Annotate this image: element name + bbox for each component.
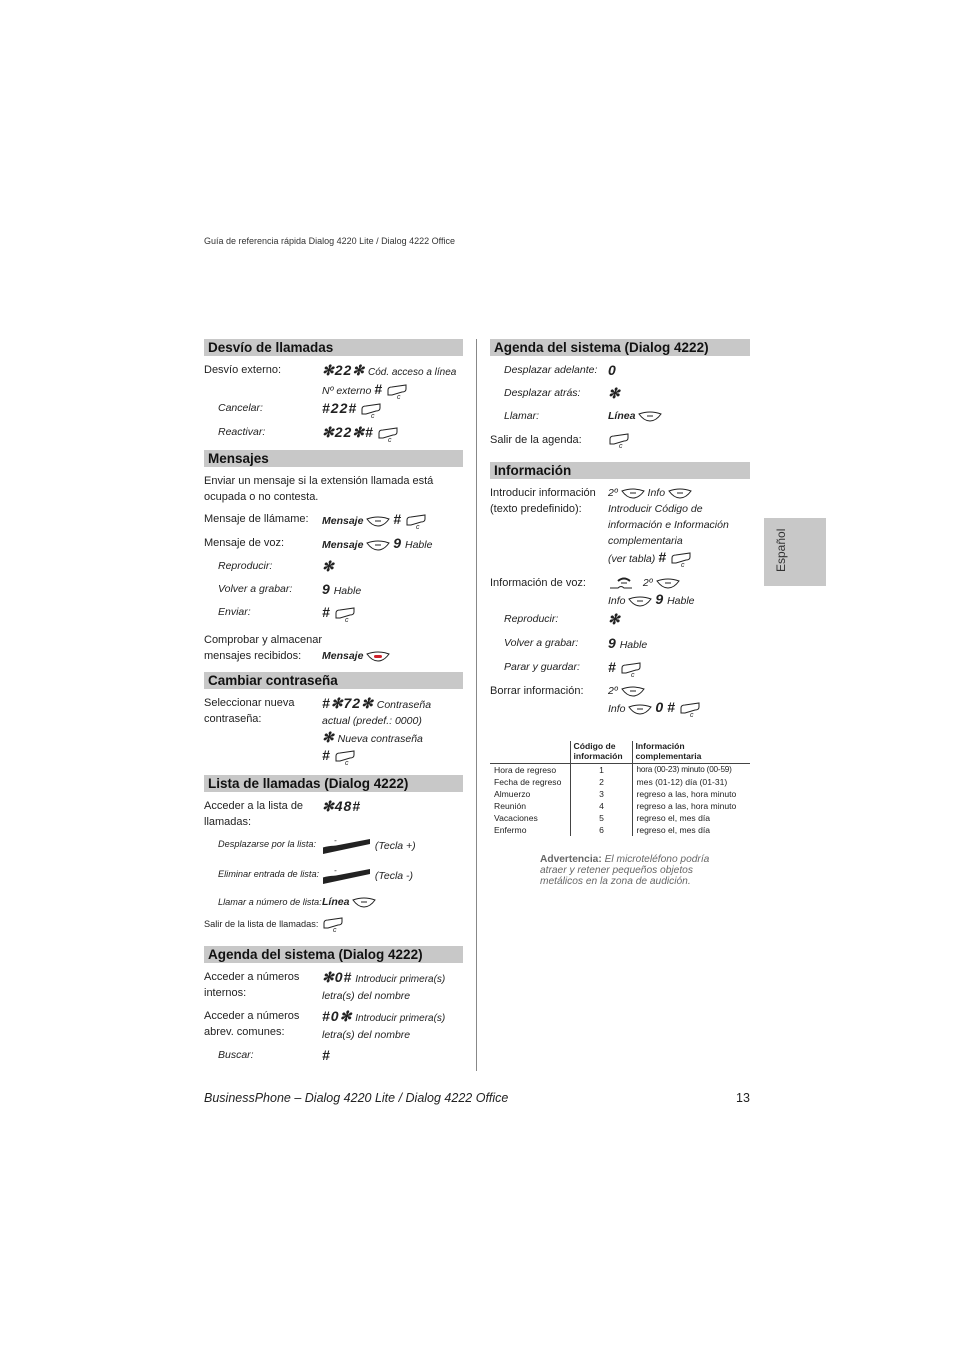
second-key-icon bbox=[656, 578, 680, 589]
keys-volver-info bbox=[608, 635, 750, 653]
row-acceder-lista bbox=[204, 798, 463, 836]
table-cell: Enfermo bbox=[494, 825, 527, 835]
svg-text:c: c bbox=[619, 442, 623, 448]
mensajes-intro: Enviar un mensaje si la extensión llamada está ocupada o no contesta. bbox=[204, 475, 434, 503]
clear-key-icon bbox=[608, 433, 630, 448]
svg-text:c: c bbox=[630, 671, 635, 677]
tecla-mas-text: (Tecla +) bbox=[374, 839, 416, 852]
key-note: Nº externo bbox=[322, 385, 372, 397]
table-cell: regreso el, mes día bbox=[632, 824, 750, 836]
keys-reproducir bbox=[322, 558, 463, 576]
keys-adelante bbox=[608, 362, 750, 380]
warning-note bbox=[540, 854, 730, 887]
section-title-lista: Lista de llamadas (Dialog 4222) bbox=[204, 775, 463, 792]
linea-key-label: Línea bbox=[322, 896, 350, 908]
info-key-label: Info bbox=[647, 487, 666, 499]
table-row bbox=[490, 788, 750, 800]
mensaje-key-icon bbox=[366, 516, 390, 527]
info-key-icon bbox=[628, 596, 652, 607]
clear-key-icon bbox=[386, 384, 408, 399]
label-eliminar: Eliminar entrada de lista: bbox=[218, 869, 320, 879]
language-side-tab bbox=[764, 518, 826, 586]
label-mensaje-llamame: Mensaje de llámame: bbox=[204, 513, 309, 525]
table-cell: 3 bbox=[570, 788, 632, 800]
star-key: ✻ bbox=[322, 729, 335, 745]
section-title-informacion: Información bbox=[490, 462, 750, 479]
hash-key: # bbox=[393, 511, 403, 527]
table-row bbox=[490, 800, 750, 812]
label-reactivar: Reactivar: bbox=[218, 426, 266, 438]
table-cell: 6 bbox=[570, 824, 632, 836]
star-key: ✻ bbox=[322, 558, 335, 574]
label-enviar: Enviar: bbox=[218, 606, 251, 618]
hash-key: # bbox=[322, 747, 331, 763]
table-row bbox=[490, 764, 750, 777]
star-key: ✻ bbox=[608, 611, 621, 627]
table-cell: regreso a las, hora minuto bbox=[632, 800, 750, 812]
volume-key-icon bbox=[322, 836, 372, 856]
keys-parar bbox=[608, 659, 750, 677]
star-key: ✻ bbox=[608, 385, 621, 401]
keys-reproducir-info bbox=[608, 611, 750, 629]
clear-key-icon bbox=[377, 427, 399, 442]
keys-salir-agenda bbox=[608, 432, 750, 448]
mensaje-key-label: Mensaje bbox=[322, 539, 364, 551]
section-title-agenda-right: Agenda del sistema (Dialog 4222) bbox=[490, 339, 750, 356]
row-comprobar bbox=[204, 632, 463, 672]
table-row bbox=[490, 812, 750, 824]
key-note: letra(s) del nombre bbox=[322, 1029, 411, 1041]
svg-text:c: c bbox=[344, 616, 349, 622]
row-mensaje-voz bbox=[204, 535, 463, 558]
label-introducir-info: Introducir información (texto predefinido): bbox=[490, 487, 596, 515]
keys-eliminar bbox=[322, 866, 463, 886]
row-info-voz bbox=[490, 575, 750, 611]
label-acceder-lista: Acceder a la lista de llamadas: bbox=[204, 800, 304, 828]
warning-text: El microteléfono podría atraer y retener pequeños objetos metálicos en la zona de audición. bbox=[540, 854, 710, 887]
svg-text:c: c bbox=[689, 711, 694, 717]
svg-text:c: c bbox=[344, 759, 349, 765]
line-key-icon bbox=[638, 411, 662, 422]
keys-salir-lista bbox=[322, 916, 463, 932]
mensaje-key-label: Mensaje bbox=[322, 515, 364, 527]
row-contrasena bbox=[204, 695, 463, 771]
keys-atras bbox=[608, 385, 750, 403]
second-key-label: 2º bbox=[608, 685, 618, 697]
key-note: letra(s) del nombre bbox=[322, 990, 411, 1002]
info-key-label: Info bbox=[608, 703, 626, 715]
label-volver-info: Volver a grabar: bbox=[504, 637, 579, 649]
info-key-label: Info bbox=[608, 595, 626, 607]
keys-volver-grabar bbox=[322, 581, 463, 599]
clear-key-icon bbox=[620, 662, 642, 677]
keys-introducir-info bbox=[608, 485, 750, 567]
section-title-desvio: Desvío de llamadas bbox=[204, 339, 463, 356]
keys-enviar bbox=[322, 604, 463, 622]
table-header-row bbox=[490, 741, 750, 764]
row-llamar bbox=[490, 408, 750, 432]
row-buscar bbox=[204, 1047, 463, 1067]
hash-key: # bbox=[658, 549, 667, 565]
row-salir-lista bbox=[204, 916, 463, 946]
language-tab-label: Español bbox=[774, 528, 788, 572]
keys-acceder-lista bbox=[322, 798, 463, 816]
svg-text:c: c bbox=[416, 523, 420, 529]
row-adelante bbox=[490, 362, 750, 385]
keys-mensaje-llamame bbox=[322, 511, 463, 529]
label-mensaje-voz: Mensaje de voz: bbox=[204, 537, 285, 549]
svg-text:c: c bbox=[371, 412, 375, 418]
row-enviar bbox=[204, 604, 463, 632]
row-volver-info bbox=[490, 635, 750, 659]
row-internos bbox=[204, 969, 463, 1008]
table-cell: Vacaciones bbox=[494, 813, 538, 823]
hable-text: Hable bbox=[619, 639, 648, 651]
keys-contrasena bbox=[322, 695, 463, 765]
key-note: Cód. acceso a línea bbox=[367, 367, 457, 378]
hable-text: Hable bbox=[667, 595, 695, 607]
table-cell: Almuerzo bbox=[494, 789, 531, 799]
key-sequence: ✻22✻# bbox=[322, 424, 374, 440]
key-note: Introducir primera(s) bbox=[355, 974, 446, 985]
clear-key-icon bbox=[405, 514, 427, 529]
section-title-agenda-left: Agenda del sistema (Dialog 4222) bbox=[204, 946, 463, 963]
table-header: Información complementaria bbox=[632, 741, 750, 764]
clear-key-icon bbox=[334, 607, 356, 622]
key-note: Nueva contraseña bbox=[337, 733, 423, 745]
digit-key: 9 bbox=[322, 581, 331, 597]
key-sequence: #✻72✻ bbox=[322, 695, 374, 711]
left-column bbox=[204, 339, 463, 1067]
label-desplazarse: Desplazarse por la lista: bbox=[218, 839, 317, 849]
keys-reactivar bbox=[322, 424, 463, 442]
row-cancelar bbox=[204, 400, 463, 424]
keys-buscar bbox=[322, 1047, 463, 1065]
key-sequence: ✻0# bbox=[322, 969, 353, 985]
hash-key: # bbox=[667, 699, 676, 715]
keys-desvio-externo bbox=[322, 362, 463, 399]
key-sequence: ✻48# bbox=[322, 798, 362, 814]
column-divider bbox=[476, 339, 477, 1071]
row-reproducir bbox=[204, 558, 463, 581]
digit-key: 9 bbox=[393, 535, 403, 551]
row-introducir-info bbox=[490, 485, 750, 575]
label-desvio-externo: Desvío externo: bbox=[204, 364, 282, 376]
info-codes-table bbox=[490, 741, 750, 836]
ver-tabla-text: (ver tabla) bbox=[608, 553, 656, 565]
table-cell: 2 bbox=[570, 776, 632, 788]
label-llamar: Llamar: bbox=[504, 410, 540, 422]
table-cell: hora (00-23) minuto (00-59) bbox=[632, 764, 750, 777]
intro-text: Introducir Código de información e Información complementaria bbox=[608, 503, 729, 547]
svg-text:c: c bbox=[387, 436, 392, 442]
hash-key: # bbox=[374, 381, 384, 397]
clear-key-icon bbox=[360, 403, 382, 418]
table-cell: Hora de regreso bbox=[494, 765, 557, 775]
mensaje-led-key-icon bbox=[366, 651, 390, 662]
row-atras bbox=[490, 385, 750, 408]
label-abrev: Acceder a números abrev. comunes: bbox=[204, 1010, 300, 1038]
row-llamar-lista bbox=[204, 894, 463, 916]
label-info-voz: Información de voz: bbox=[490, 577, 586, 589]
table-cell: 1 bbox=[570, 764, 632, 777]
second-key-icon bbox=[621, 686, 645, 697]
label-llamar-lista: Llamar a número de lista: bbox=[218, 897, 322, 907]
row-reproducir-info bbox=[490, 611, 750, 635]
keys-comprobar bbox=[322, 632, 463, 664]
keys-internos bbox=[322, 969, 463, 1004]
keys-llamar-lista bbox=[322, 894, 463, 910]
svg-text:c: c bbox=[397, 393, 401, 399]
row-volver-grabar bbox=[204, 581, 463, 604]
label-reproducir: Reproducir: bbox=[218, 560, 273, 572]
info-key-icon bbox=[628, 704, 652, 715]
key-note: Introducir primera(s) bbox=[355, 1013, 446, 1024]
clear-key-icon bbox=[322, 917, 344, 932]
keys-borrar bbox=[608, 683, 750, 717]
table-row bbox=[490, 776, 750, 788]
row-abrev bbox=[204, 1008, 463, 1047]
line-key-icon bbox=[352, 897, 376, 908]
label-contrasena: Seleccionar nueva contraseña: bbox=[204, 697, 295, 725]
digit-key: 9 bbox=[608, 635, 617, 651]
hable-text: Hable bbox=[405, 539, 433, 551]
page-number: 13 bbox=[736, 1091, 750, 1105]
running-head: Guía de referencia rápida Dialog 4220 Lite / Dialog 4222 Office bbox=[204, 236, 455, 246]
clear-key-icon bbox=[334, 750, 356, 765]
warning-title: Advertencia: bbox=[540, 854, 602, 865]
label-cancelar: Cancelar: bbox=[218, 402, 263, 414]
label-buscar: Buscar: bbox=[218, 1049, 254, 1061]
key-sequence: ✻22✻ bbox=[322, 362, 366, 378]
clear-key-icon bbox=[670, 552, 692, 567]
table-cell: mes (01-12) día (01-31) bbox=[632, 776, 750, 788]
row-parar bbox=[490, 659, 750, 683]
keys-abrev bbox=[322, 1008, 463, 1043]
table-cell: regreso el, mes día bbox=[632, 812, 750, 824]
label-borrar: Borrar información: bbox=[490, 685, 584, 697]
keys-info-voz bbox=[608, 575, 750, 609]
row-eliminar bbox=[204, 866, 463, 894]
volume-key-icon bbox=[322, 866, 372, 886]
label-volver-grabar: Volver a grabar: bbox=[218, 583, 293, 595]
table-cell: Reunión bbox=[494, 801, 527, 811]
svg-text:c: c bbox=[680, 561, 685, 567]
row-desplazarse bbox=[204, 836, 463, 866]
table-row bbox=[490, 824, 750, 836]
key-note: actual (predef.: 0000) bbox=[322, 715, 422, 727]
linea-key-label: Línea bbox=[608, 410, 636, 422]
table-cell: 5 bbox=[570, 812, 632, 824]
hable-text: Hable bbox=[333, 585, 362, 597]
second-key-label: 2º bbox=[608, 487, 618, 499]
label-parar: Parar y guardar: bbox=[504, 661, 580, 673]
svg-text:-: - bbox=[334, 866, 337, 875]
table-cell: 4 bbox=[570, 800, 632, 812]
tecla-menos-text: (Tecla -) bbox=[374, 869, 414, 882]
table-cell: regreso a las, hora minuto bbox=[632, 788, 750, 800]
keys-cancelar bbox=[322, 400, 463, 418]
label-reproducir-info: Reproducir: bbox=[504, 613, 559, 625]
mensaje-key-label: Mensaje bbox=[322, 650, 364, 662]
right-column bbox=[490, 339, 750, 887]
key-sequence: #0✻ bbox=[322, 1008, 353, 1024]
digit-key: 9 bbox=[655, 591, 665, 607]
row-reactivar bbox=[204, 424, 463, 450]
label-adelante: Desplazar adelante: bbox=[504, 364, 598, 376]
table-header: Código de información bbox=[570, 741, 632, 764]
hash-key: # bbox=[608, 659, 617, 675]
mensaje-key-icon bbox=[366, 540, 390, 551]
key-note: Contraseña bbox=[376, 699, 432, 711]
section-title-contrasena: Cambiar contraseña bbox=[204, 672, 463, 689]
table-cell: Fecha de regreso bbox=[494, 777, 562, 787]
hash-key: # bbox=[322, 1047, 331, 1063]
digit-key: 0 bbox=[608, 362, 617, 378]
row-mensaje-llamame bbox=[204, 511, 463, 535]
second-key-label: 2º bbox=[642, 577, 653, 589]
digit-key: 0 bbox=[655, 699, 665, 715]
label-internos: Acceder a números internos: bbox=[204, 971, 300, 999]
clear-key-icon bbox=[679, 702, 701, 717]
label-comprobar: Comprobar y almacenar mensajes recibidos: bbox=[204, 634, 322, 662]
row-salir-agenda bbox=[490, 432, 750, 462]
row-desvio-externo bbox=[204, 362, 463, 400]
label-atras: Desplazar atrás: bbox=[504, 387, 581, 399]
handset-off-hook-icon bbox=[608, 576, 640, 590]
label-salir-agenda: Salir de la agenda: bbox=[490, 434, 582, 446]
row-borrar bbox=[490, 683, 750, 717]
svg-text:c: c bbox=[333, 926, 337, 932]
info-key-icon bbox=[668, 488, 692, 499]
table-header bbox=[490, 741, 570, 764]
label-salir-lista: Salir de la lista de llamadas: bbox=[204, 919, 319, 929]
keys-mensaje-voz bbox=[322, 535, 463, 553]
keys-desplazarse bbox=[322, 836, 463, 856]
key-sequence: #22# bbox=[322, 400, 358, 416]
keys-llamar bbox=[608, 408, 750, 424]
svg-text:-: - bbox=[334, 836, 337, 845]
section-title-mensajes: Mensajes bbox=[204, 450, 463, 467]
footer-title: BusinessPhone – Dialog 4220 Lite / Dialog 4222 Office bbox=[204, 1091, 509, 1105]
second-key-icon bbox=[621, 488, 645, 499]
hash-key: # bbox=[322, 604, 331, 620]
